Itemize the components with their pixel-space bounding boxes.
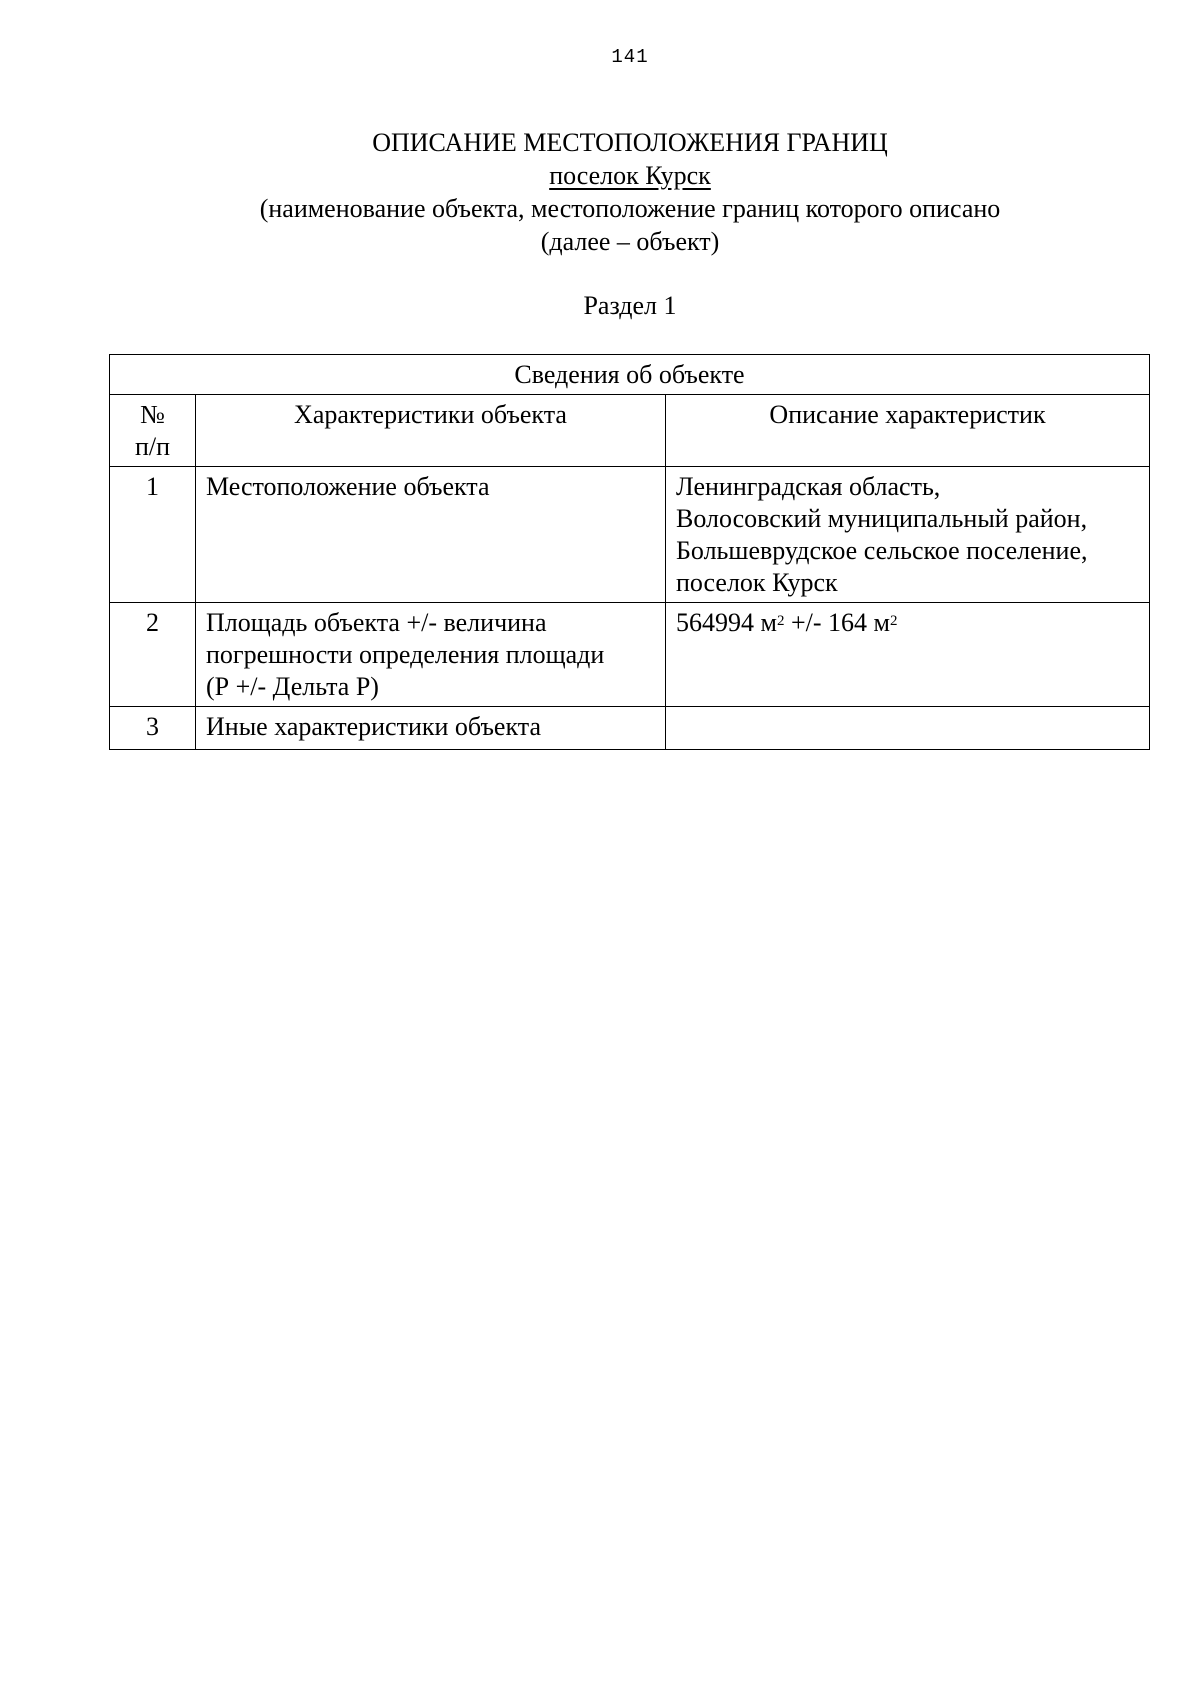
row-characteristic: Иные характеристики объекта xyxy=(196,707,666,750)
column-header-num-line2: п/п xyxy=(134,432,171,461)
object-info-table xyxy=(109,354,1150,750)
row-number: 1 xyxy=(110,467,196,603)
area-tolerance-exponent: 2 xyxy=(889,613,898,629)
page-number: 141 xyxy=(611,46,649,68)
column-header-num xyxy=(110,395,196,467)
description-line: Волосовский муниципальный район, xyxy=(676,504,1088,533)
row-number: 3 xyxy=(110,707,196,750)
row-description xyxy=(666,707,1150,750)
characteristic-line: Площадь объекта +/- величина xyxy=(206,608,547,637)
characteristic-line: погрешности определения площади xyxy=(206,640,605,669)
description-line: Большеврудское сельское поселение, xyxy=(676,536,1088,565)
column-header-description: Описание характеристик xyxy=(666,395,1150,467)
table-caption: Сведения об объекте xyxy=(110,355,1150,395)
object-name: поселок Курск xyxy=(549,161,711,190)
area-unit-exponent: 2 xyxy=(776,613,785,629)
area-tolerance: +/- 164 м xyxy=(784,608,890,637)
table-row xyxy=(110,467,1150,603)
table-header-row xyxy=(110,395,1150,467)
row-characteristic xyxy=(196,603,666,707)
column-header-num-line1: № xyxy=(140,400,165,429)
area-value: 564994 м xyxy=(676,608,777,637)
row-description xyxy=(666,467,1150,603)
column-header-characteristic: Характеристики объекта xyxy=(196,395,666,467)
subtitle-line-2: (далее – объект) xyxy=(540,227,720,256)
row-description xyxy=(666,603,1150,707)
subtitle-line-1: (наименование объекта, местоположение границ которого описано xyxy=(259,194,1001,223)
row-number: 2 xyxy=(110,603,196,707)
description-line: Ленинградская область, xyxy=(676,472,941,501)
document-title: ОПИСАНИЕ МЕСТОПОЛОЖЕНИЯ ГРАНИЦ xyxy=(372,128,888,157)
characteristic-line: (Р +/- Дельта Р) xyxy=(206,672,379,701)
table-row xyxy=(110,603,1150,707)
section-label: Раздел 1 xyxy=(583,291,677,320)
table-row xyxy=(110,707,1150,750)
description-line: поселок Курск xyxy=(676,568,838,597)
row-characteristic: Местоположение объекта xyxy=(196,467,666,603)
document-header xyxy=(0,126,1200,258)
